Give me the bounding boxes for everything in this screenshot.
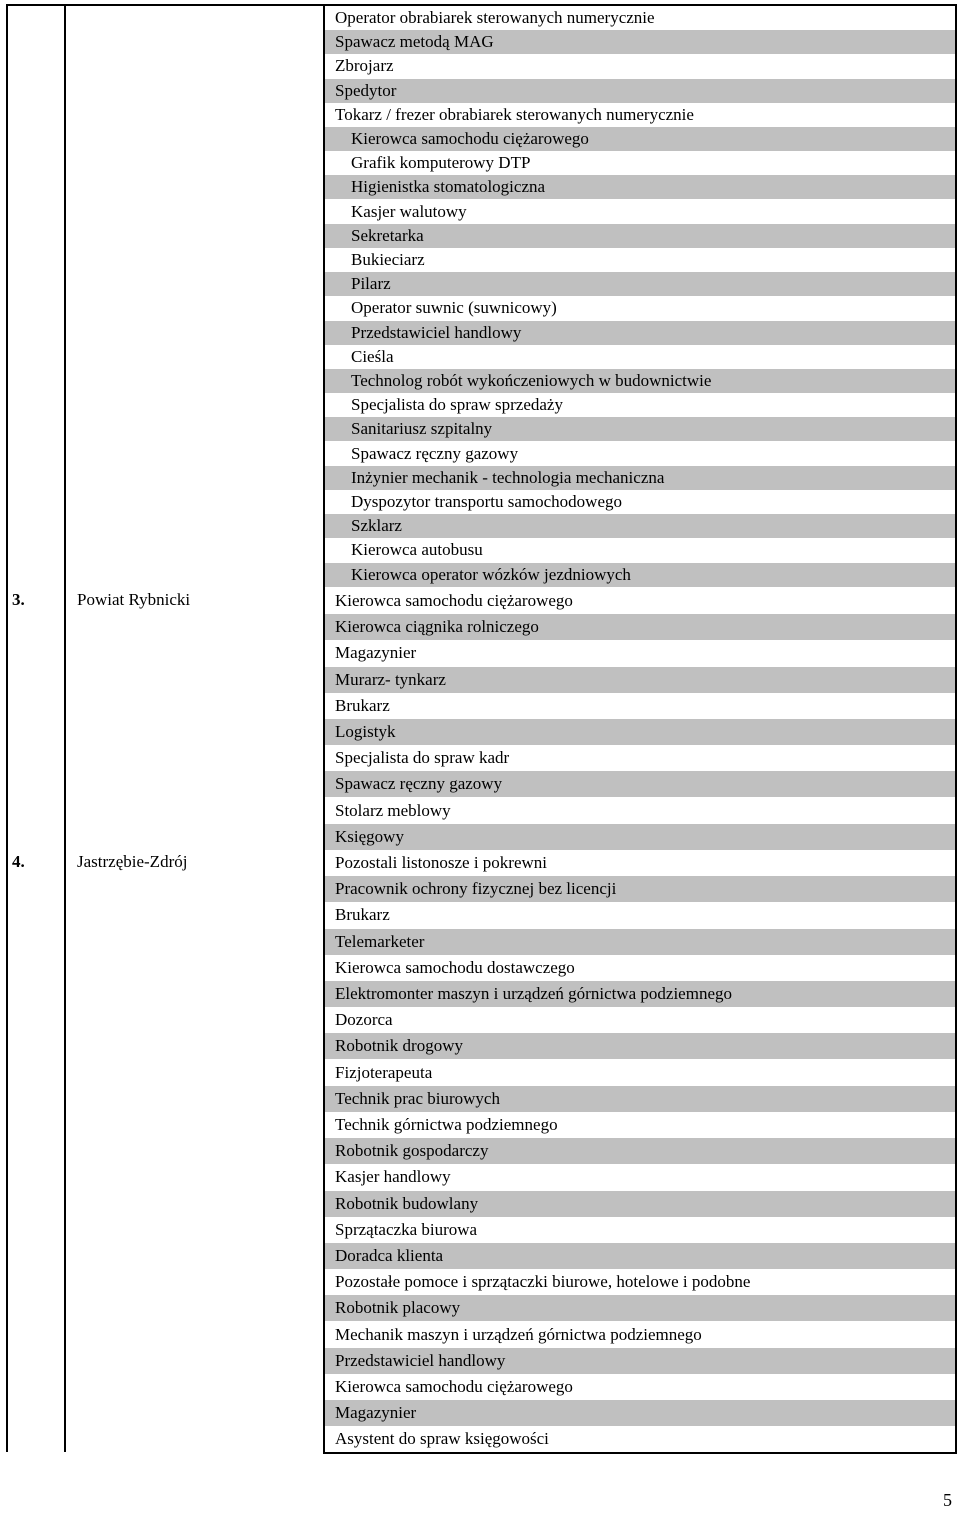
job-title: Robotnik budowlany (335, 1193, 479, 1213)
job-title: Zbrojarz (335, 56, 394, 76)
job-title: Dyspozytor transportu samochodowego (351, 492, 623, 511)
job-row (325, 876, 955, 902)
job-title: Brukarz (335, 695, 390, 715)
job-row (325, 614, 955, 640)
job-title: Specjalista do spraw kadr (335, 748, 510, 768)
job-row (325, 79, 955, 103)
job-title: Fizjoterapeuta (335, 1062, 433, 1082)
job-row (325, 588, 955, 614)
job-row (325, 127, 955, 151)
job-title: Kierowca samochodu ciężarowego (351, 129, 589, 148)
job-title: Pozostałe pomoce i sprzątaczki biurowe, hotelowe i podobne (335, 1272, 751, 1292)
table-border-right (955, 4, 957, 1454)
job-row (325, 442, 955, 466)
job-title: Dozorca (335, 1010, 393, 1030)
job-row (325, 200, 955, 224)
job-row (325, 981, 955, 1007)
job-title: Sprzątaczka biurowa (335, 1219, 478, 1239)
job-row (325, 719, 955, 745)
job-row (325, 824, 955, 850)
job-title: Pracownik ochrony fizycznej bez licencji (335, 879, 617, 899)
job-title: Robotnik drogowy (335, 1036, 463, 1056)
job-row (325, 1164, 955, 1190)
job-title: Magazynier (335, 1403, 417, 1423)
section-3-name: Powiat Rybnicki (77, 590, 191, 609)
job-title: Kierowca samochodu ciężarowego (335, 1377, 573, 1396)
job-row (325, 1374, 955, 1400)
job-title: Kierowca samochodu ciężarowego (335, 591, 573, 610)
job-title: Przedstawiciel handlowy (351, 322, 522, 342)
job-row (325, 667, 955, 693)
job-row (325, 1007, 955, 1033)
job-title: Szklarz (351, 516, 402, 536)
job-title: Brukarz (335, 905, 390, 925)
section-4-name: Jastrzębie-Zdrój (77, 852, 188, 871)
job-row (325, 798, 955, 824)
table-divider-number (64, 4, 66, 1452)
job-title: Mechanik maszyn i urządzeń górnictwa podziemnego (335, 1324, 702, 1344)
job-title: Robotnik gospodarczy (335, 1141, 489, 1161)
job-row (325, 345, 955, 369)
job-title: Elektromonter maszyn i urządzeń górnictwa podziemnego (335, 984, 732, 1003)
job-row (325, 321, 955, 345)
job-title: Grafik komputerowy DTP (351, 153, 531, 173)
job-row (325, 640, 955, 666)
job-row (325, 393, 955, 417)
job-row (325, 745, 955, 771)
job-title: Pozostali listonosze i pokrewni (335, 853, 548, 872)
job-row (325, 693, 955, 719)
job-row (325, 1033, 955, 1059)
job-title: Telemarketer (335, 931, 425, 951)
job-row (325, 54, 955, 78)
job-title: Księgowy (335, 826, 404, 846)
job-row (325, 175, 955, 199)
job-row (325, 1086, 955, 1112)
job-title: Kierowca ciągnika rolniczego (335, 617, 539, 637)
job-row (325, 466, 955, 490)
job-title: Stolarz meblowy (335, 800, 451, 820)
job-title: Murarz- tynkarz (335, 669, 446, 689)
job-row (325, 1060, 955, 1086)
job-row (325, 151, 955, 175)
job-title: Technik prac biurowych (335, 1088, 500, 1108)
job-row (325, 272, 955, 296)
page-number: 5 (943, 1490, 952, 1510)
job-title: Sekretarka (351, 225, 424, 245)
job-row (325, 850, 955, 876)
job-title: Tokarz / frezer obrabiarek sterowanych numerycznie (335, 104, 694, 124)
job-row (325, 248, 955, 272)
job-row (325, 1243, 955, 1269)
job-row (325, 538, 955, 562)
job-row (325, 1295, 955, 1321)
job-row (325, 6, 955, 30)
job-row (325, 224, 955, 248)
job-title: Kasjer walutowy (351, 201, 467, 221)
job-title: Inżynier mechanik - technologia mechaniczna (351, 467, 665, 487)
job-title: Technik górnictwa podziemnego (335, 1115, 558, 1134)
job-row (325, 1191, 955, 1217)
job-row (325, 955, 955, 981)
job-row (325, 514, 955, 538)
job-row (325, 1322, 955, 1348)
job-title: Doradca klienta (335, 1246, 444, 1265)
job-title: Spawacz ręczny gazowy (335, 774, 503, 794)
job-title: Higienistka stomatologiczna (351, 177, 546, 197)
job-title: Magazynier (335, 643, 417, 663)
job-title: Spedytor (335, 80, 397, 100)
job-row (325, 902, 955, 928)
job-title: Logistyk (335, 722, 396, 741)
job-row (325, 929, 955, 955)
job-row (325, 1138, 955, 1164)
job-title: Spawacz ręczny gazowy (351, 443, 519, 463)
job-title: Technolog robót wykończeniowych w budownictwie (351, 371, 712, 390)
job-row (325, 490, 955, 514)
table-border-left (6, 4, 8, 1452)
job-title: Bukieciarz (351, 250, 425, 269)
job-title: Sanitariusz szpitalny (351, 419, 493, 439)
job-title: Kierowca autobusu (351, 540, 483, 560)
job-row (325, 1348, 955, 1374)
job-row (325, 103, 955, 127)
job-row (325, 1112, 955, 1138)
job-row (325, 369, 955, 393)
job-title: Operator obrabiarek sterowanych numerycznie (335, 8, 655, 27)
job-row (325, 296, 955, 320)
job-title: Kierowca operator wózków jezdniowych (351, 564, 631, 584)
job-title: Cieśla (351, 346, 394, 366)
job-title: Specjalista do spraw sprzedaży (351, 395, 563, 415)
job-row (325, 771, 955, 797)
job-row (325, 1400, 955, 1426)
job-row (325, 30, 955, 54)
job-title: Przedstawiciel handlowy (335, 1350, 506, 1370)
job-title: Operator suwnic (suwnicowy) (351, 298, 557, 318)
section-3-number: 3. (12, 590, 25, 609)
job-title: Kierowca samochodu dostawczego (335, 957, 575, 977)
job-row (325, 563, 955, 587)
job-title: Kasjer handlowy (335, 1167, 451, 1187)
job-row (325, 417, 955, 441)
job-title: Pilarz (351, 274, 391, 294)
job-row (325, 1217, 955, 1243)
job-title: Asystent do spraw księgowości (335, 1429, 549, 1449)
job-title: Robotnik placowy (335, 1298, 461, 1318)
job-row (325, 1426, 955, 1452)
job-row (325, 1269, 955, 1295)
section-4-number: 4. (12, 852, 25, 871)
job-title: Spawacz metodą MAG (335, 32, 494, 52)
